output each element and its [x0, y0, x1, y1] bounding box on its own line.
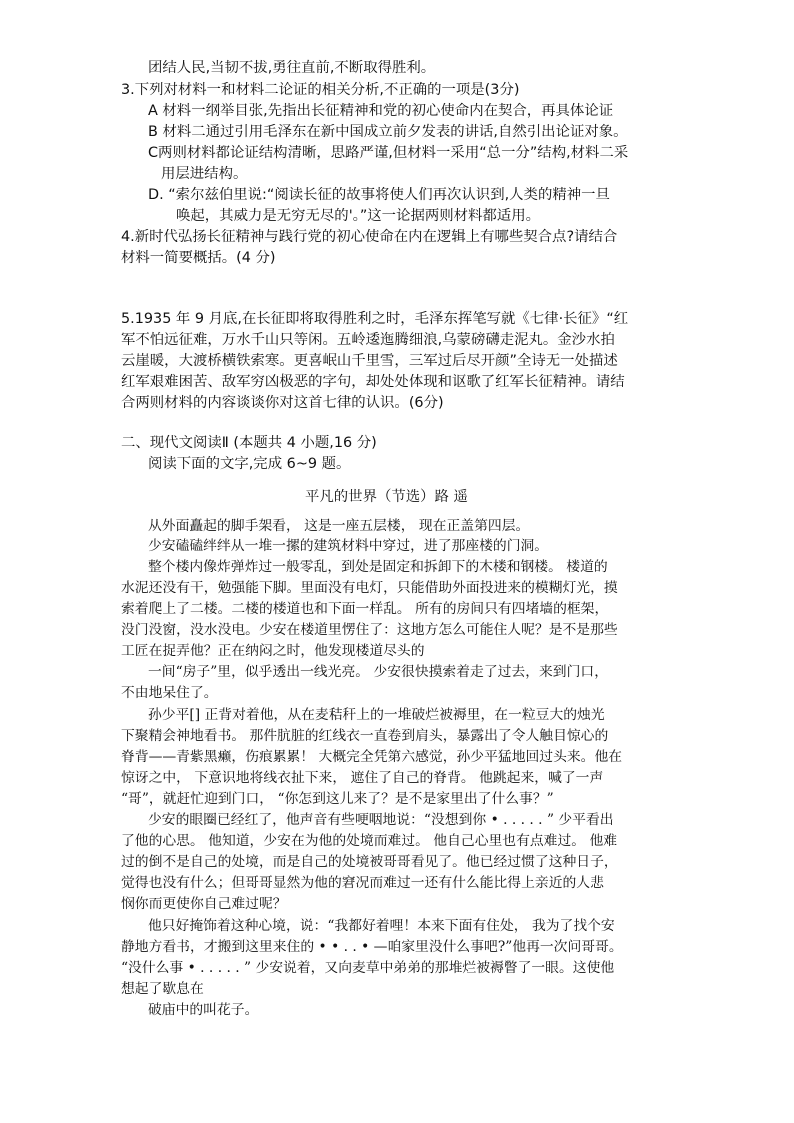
passage-line: 想起了歇息在 [121, 981, 204, 997]
passage-line: 少安的眼圈已经红了，他声音有些哽咽地说：“没想到你 • . . . . . ” 少平看出 [148, 812, 614, 828]
q3-stem: 3.下列对材料一和材料二论证的相关分析,不正确的一项是(3分) [121, 82, 520, 98]
passage-line: 觉得也没有什么；但哥哥显然为他的窘况而难过一还有什么能比得上亲近的人悲 [121, 875, 604, 891]
passage-line: 整个楼内像炸弹炸过一般零乱，到处是固定和拆卸下的木楼和钢楼。 楼道的 [148, 559, 608, 575]
q3-option-a: A 材料一纲举目张,先指出长征精神和党的初心使命内在契合，再具体论证 [148, 103, 614, 119]
passage-line: 了他的心思。 他知道，少安在为他的处境而难过。 他自己心里也有点难过。 他难 [121, 833, 618, 849]
passage-line: “哥”，就赶忙迎到门口， “你怎到这儿来了？是不是家里出了什么事？” [121, 791, 554, 807]
q3-option-c-line2: 用层进结构。 [161, 166, 248, 182]
passage-line: “没什么事 • . . . . . ” 少安说着，又向麦草中弟弟的那堆烂被褥瞥了一眼。这使他 [121, 960, 615, 976]
q5-line2: 军不怕远征难，万水千山只等闲。五岭逶迤腾细浪,乌蒙磅礴走泥丸。金沙水拍 [121, 332, 615, 348]
passage-line: 下聚精会神地看书。 那件肮脏的红线衣一直卷到肩头，暴露出了令人触目惊心的 [121, 728, 609, 744]
passage-line: 索着爬上了二楼。二楼的楼道也和下面一样乱。 所有的房间只有四堵墙的框架， [121, 601, 609, 617]
passage-title: 平凡的世界（节选）路 遥 [305, 489, 468, 505]
q3-option-d-line1: D. “索尔兹伯里说:“阅读长征的故事将使人们再次认识到,人类的精神一旦 [148, 187, 610, 203]
passage-line: 惊讶之中， 下意识地将线衣扯下来， 遮住了自己的脊背。 他跳起来，喊了一声 [121, 770, 604, 786]
passage-line: 工匠在捉弄他？正在纳闷之时，他发现楼道尽头的 [121, 643, 425, 659]
q4-line1: 4.新时代弘扬长征精神与践行党的初心使命在内在逻辑上有哪些契合点?请结合 [121, 229, 618, 245]
passage-line: 脊背——青紫黑癞，伤痕累累！ 大概完全凭第六感觉，孙少平猛地回过头来。他在 [121, 749, 623, 765]
passage-line: 破庙中的叫花子。 [148, 1002, 259, 1018]
q5-line1: 5.1935 年 9 月底,在长征即将取得胜利之时，毛泽东挥笔写就《七律·长征》“红 [121, 311, 629, 327]
passage-line: 水泥还没有干，勉强能下脚。里面没有电灯，只能借助外面投进来的模糊灯光，摸 [121, 580, 618, 596]
q2-tail-line: 团结人民,当韧不拔,勇往直前,不断取得胜利。 [148, 60, 436, 76]
passage-line: 孙少平[] 正背对着他，从在麦秸秆上的一堆破烂被褥里，在一粒豆大的烛光 [148, 707, 605, 723]
section-instruction: 阅读下面的文字,完成 6~9 题。 [148, 456, 351, 472]
passage-line: 悯你而更使你自己难过呢？ [121, 896, 287, 912]
passage-line: 他只好掩饰着这种心境，说：“我都好着哩！本来下面有住处， 我为了找个安 [148, 918, 615, 934]
passage-line: 静地方看书，才搬到这里来住的 • • . . • —咱家里没什么事吧?”他再一次问哥哥。 [121, 939, 623, 955]
passage-line: 没门没窗，没水没电。少安在楼道里愣住了：这地方怎么可能住人呢？是不是那些 [121, 622, 618, 638]
q5-line5: 合两则材料的内容谈谈你对这首七律的认识。(6分) [121, 395, 444, 411]
q3-option-b: B 材料二通过引用毛泽东在新中国成立前夕发表的讲话,自然引出论证对象。 [148, 124, 628, 140]
section-heading: 二、现代文阅读Ⅱ (本题共 4 小题,16 分) [121, 435, 377, 451]
passage-line: 少安磕磕绊绊从一堆一摞的建筑材料中穿过，进了那座楼的门洞。 [148, 538, 549, 554]
passage-line: 过的倒不是自己的处境，而是自己的处境被哥哥看见了。他已经过惯了这种日子， [121, 854, 618, 870]
q5-line4: 红军艰难困苦、敌军穷凶极恶的字句，却处处体现和讴歌了红军长征精神。请结 [121, 374, 625, 390]
passage-line: 从外面矗起的脚手架看， 这是一座五层楼， 现在正盖第四层。 [148, 518, 530, 534]
q4-line2: 材料一简要概括。(4 分) [121, 250, 276, 266]
q3-option-d-line2: 唤起，其威力是无穷无尽的'。”这一论据两则材料都适用。 [176, 208, 540, 224]
passage-line: 一间“房子”里，似乎透出一线光亮。 少安很快摸索着走了过去，来到门口， [148, 664, 608, 680]
q3-option-c-line1: C两则材料都论证结构清晰，思路严谨,但材料一采用“总一分”结构,材料二采 [148, 145, 629, 161]
q5-line3: 云崖暖，大渡桥横铁索寒。更喜岷山千里雪，三军过后尽开颜”全诗无一处描述 [121, 353, 618, 369]
passage-line: 不由地呆住了。 [121, 685, 218, 701]
